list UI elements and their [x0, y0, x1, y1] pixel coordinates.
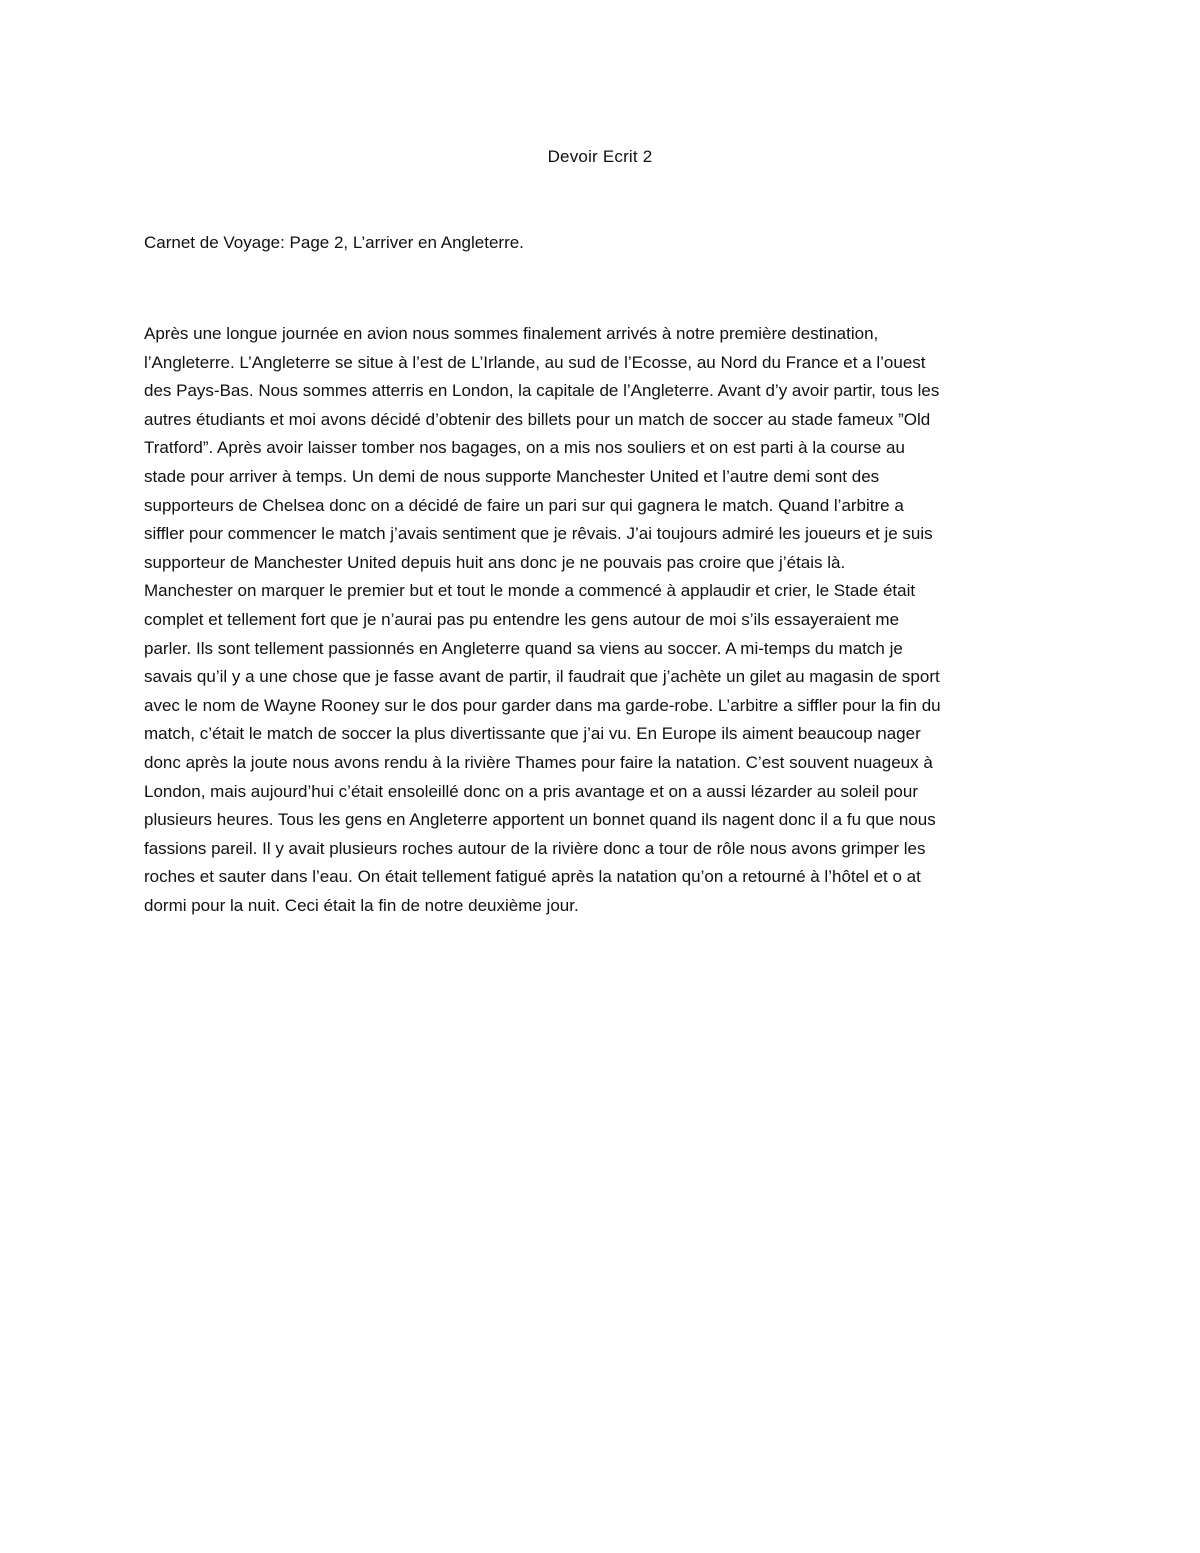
body-line: complet et tellement fort que je n’aurai pas pu entendre les gens autour de moi s’ils essayeraient me [144, 609, 900, 629]
body-line: supporteurs de Chelsea donc on a décidé de faire un pari sur qui gagnera le match. Quand l’arbitre a [144, 495, 904, 515]
body-line: des Pays-Bas. Nous sommes atterris en London, la capitale de l’Angleterre. Avant d’y avoir partir, tous les [144, 381, 940, 401]
body-line: Manchester on marquer le premier but et tout le monde a commencé à applaudir et crier, le Stade était [144, 581, 916, 601]
body-line: supporteur de Manchester United depuis huit ans donc je ne pouvais pas croire que j’étais là. [144, 552, 846, 572]
body-line: savais qu’il y a une chose que je fasse avant de partir, il faudrait que j’achète un gilet au magasin de sport [144, 667, 940, 687]
body-line: match, c’était le match de soccer la plus divertissante que j’ai vu. En Europe ils aiment beaucoup nager [144, 724, 921, 744]
body-line: Tratford”. Après avoir laisser tomber nos bagages, on a mis nos souliers et on est parti à la course au [144, 438, 905, 458]
body-line: avec le nom de Wayne Rooney sur le dos pour garder dans ma garde-robe. L’arbitre a siffler pour la fin du [144, 695, 941, 715]
body-line: fassions pareil. Il y avait plusieurs roches autour de la rivière donc a tour de rôle nous avons grimper les [144, 838, 926, 858]
body-line: roches et sauter dans l’eau. On était tellement fatigué après la natation qu’on a retourné à l’hôtel et o at [144, 867, 921, 887]
body-line: Après une longue journée en avion nous sommes finalement arrivés à notre première destination, [144, 324, 879, 343]
body-line: dormi pour la nuit. Ceci était la fin de notre deuxième jour. [144, 895, 579, 915]
body-line: siffler pour commencer le match j’avais sentiment que je rêvais. J’ai toujours admiré les joueurs et je suis [144, 524, 933, 544]
body-line: autres étudiants et moi avons décidé d’obtenir des billets pour un match de soccer au stade fameux ”Old [144, 409, 931, 429]
document-body [144, 320, 1064, 920]
body-line: stade pour arriver à temps. Un demi de nous supporte Manchester United et l’autre demi sont des [144, 466, 880, 486]
document-subtitle: Carnet de Voyage: Page 2, L’arriver en Angleterre. [144, 233, 524, 252]
body-line: parler. Ils sont tellement passionnés en Angleterre quand sa viens au soccer. A mi-temps du match je [144, 638, 903, 658]
body-line: donc après la joute nous avons rendu à la rivière Thames pour faire la natation. C’est souvent nuageux à [144, 752, 933, 772]
body-line: London, mais aujourd’hui c’était ensoleillé donc on a pris avantage et on a aussi lézarder au soleil pour [144, 781, 918, 801]
body-line: l’Angleterre. L’Angleterre se situe à l’est de L’Irlande, au sud de l’Ecosse, au Nord du France et a l’ouest [144, 352, 926, 372]
body-line: plusieurs heures. Tous les gens en Angleterre apportent un bonnet quand ils nagent donc il a fu que nous [144, 810, 936, 830]
document-title: Devoir Ecrit 2 [547, 147, 653, 166]
